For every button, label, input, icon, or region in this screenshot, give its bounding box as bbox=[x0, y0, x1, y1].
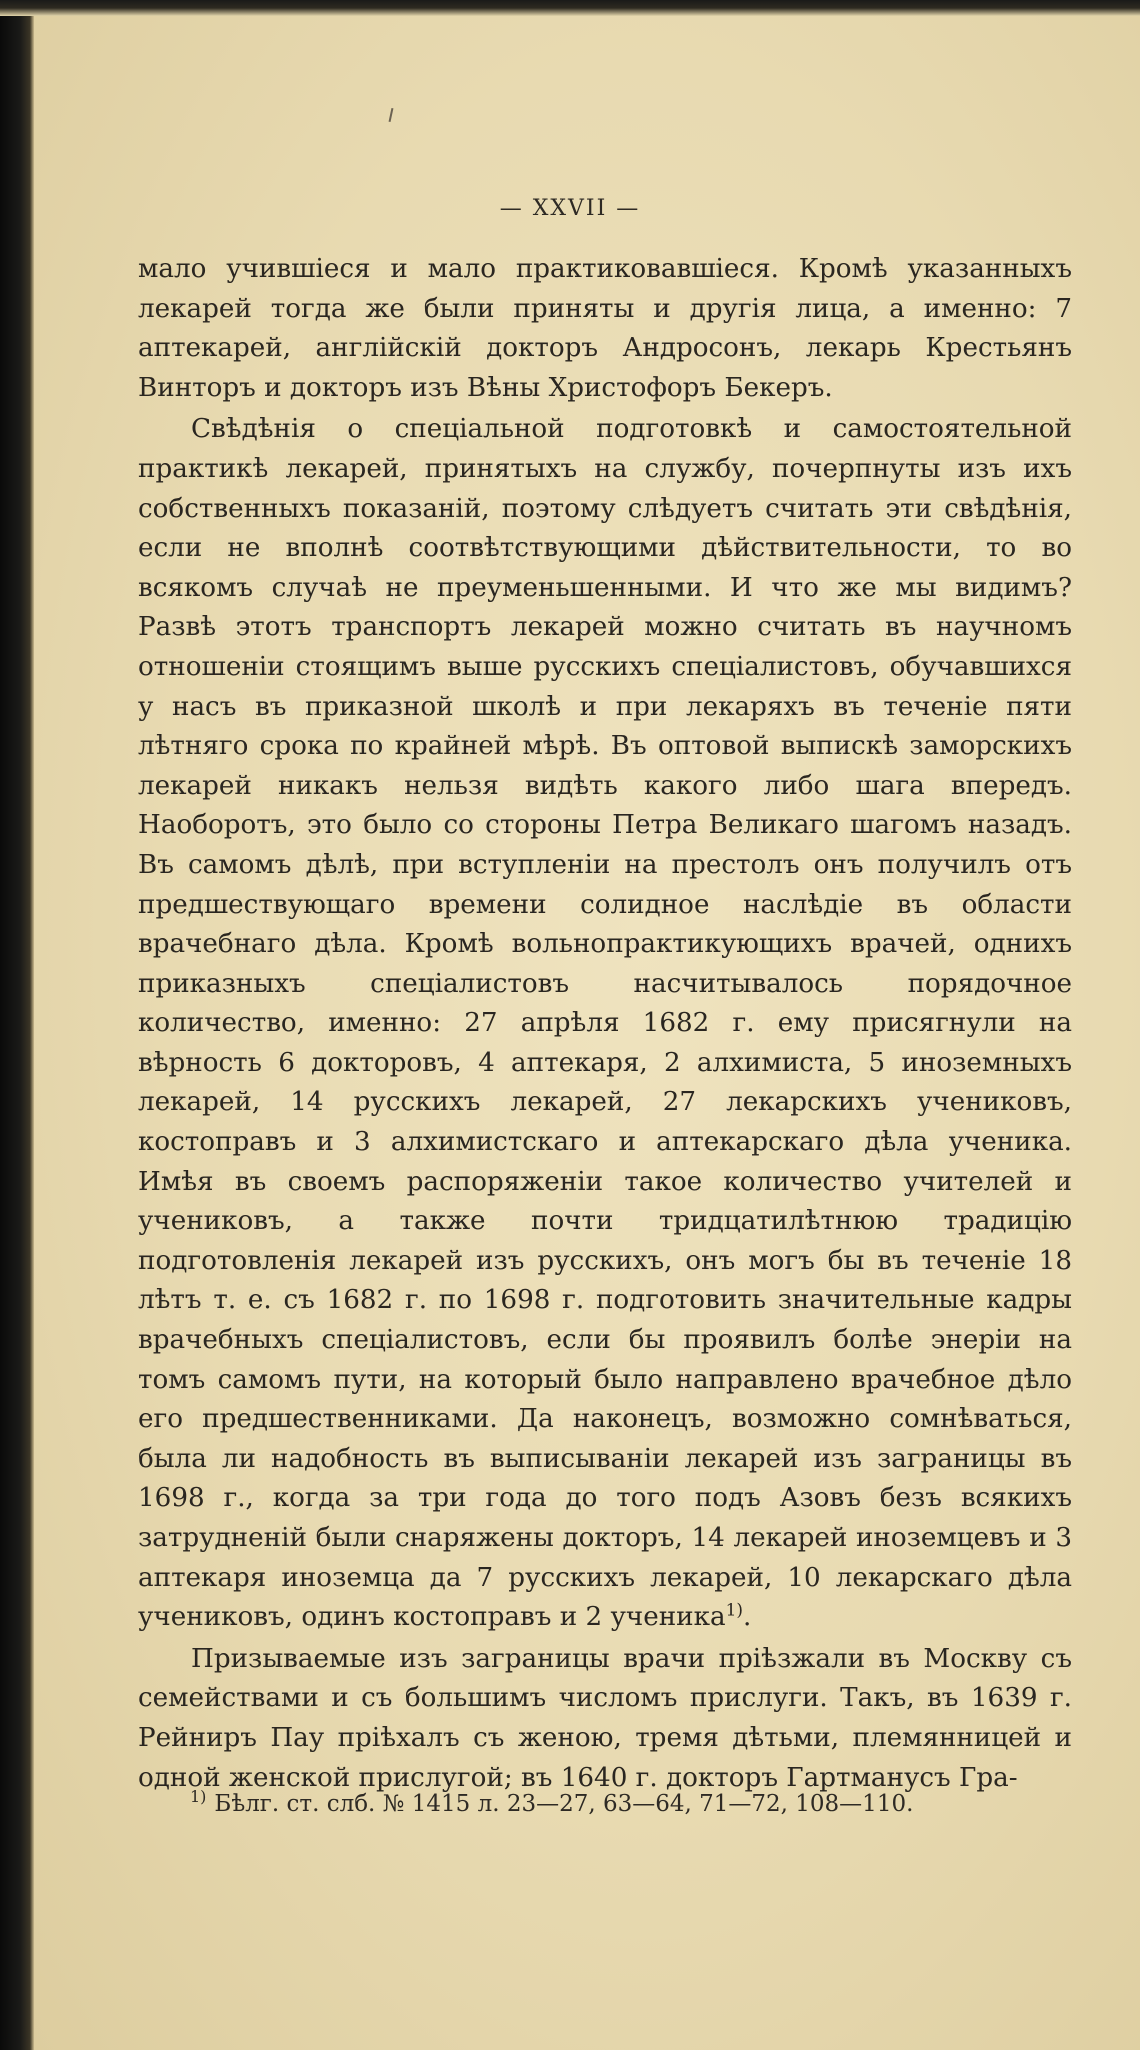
footnote-reference[interactable]: 1) bbox=[725, 1600, 744, 1621]
scan-left-edge bbox=[0, 0, 34, 2050]
footnote bbox=[190, 1788, 1060, 1820]
paragraph-2-text: Свѣдѣнія о спеціальной подготовкѣ и самостоятельной практикѣ лекарей, принятыхъ на службу, почерпнуты изъ ихъ собственныхъ показаній, поэтому слѣдуетъ считать эти свѣдѣнія, если не вполнѣ соотвѣтствующими дѣйствительности, то во всякомъ случаѣ не преуменьшенными. И что же мы видимъ? Развѣ этотъ транспортъ лекарей можно считать въ научномъ отношеніи стоящимъ выше русскихъ спеціалистовъ, обучавшихся у насъ въ приказной школѣ и при лекаряхъ въ теченіе пяти лѣтняго срока по крайней мѣрѣ. Въ оптовой выпискѣ заморскихъ лекарей никакъ нельзя видѣть какого либо шага впередъ. Наоборотъ, это было со стороны Петра Великаго шагомъ назадъ. Въ самомъ дѣлѣ, при вступленіи на престолъ онъ получилъ отъ предшествующаго времени солидное наслѣдіе въ области врачебнаго дѣла. Кромѣ вольнопрактикующихъ врачей, однихъ приказныхъ спеціалистовъ насчитывалось порядочное количество, именно: 27 апрѣля 1682 г. ему присягнули на вѣрность 6 докторовъ, 4 аптекаря, 2 алхимиста, 5 иноземныхъ лекарей, 14 русскихъ лекарей, 27 лекарскихъ учениковъ, костоправъ и 3 алхимистскаго и аптекарскаго дѣла ученика. Имѣя въ своемъ распоряженіи такое количество учителей и учениковъ, а также почти тридцатилѣтнюю традицію подготовленія лекарей изъ русскихъ, онъ могъ бы въ теченіе 18 лѣтъ т. е. съ 1682 г. по 1698 г. подготовить значительные кадры врачебныхъ спеціалистовъ, если бы проявилъ болѣе энеріи на томъ самомъ пути, на который было направлено врачебное дѣло его предшественниками. Да наконецъ, возможно сомнѣваться, была ли надобность въ выписываніи лекарей изъ заграницы въ 1698 г., когда за три года до того подъ Азовъ безъ всякихъ затрудненій были снаряжены докторъ, 14 лекарей иноземцевъ и 3 аптекаря иноземца да 7 русскихъ лекарей, 10 лекарскаго дѣла учениковъ, одинъ костоправъ и 2 ученика bbox=[138, 414, 1072, 1633]
paragraph-1: мало учившіеся и мало практиковавшіеся. Кромѣ указанныхъ лекарей тогда же были приняты и другія лица, а именно: 7 аптекарей, англійскій докторъ Андросонъ, лекарь Крестьянъ Винторъ и докторъ изъ Вѣны Христофоръ Бекеръ. bbox=[138, 254, 1072, 403]
footnote-mark: 1) bbox=[190, 1787, 207, 1807]
footnote-text: Бѣлг. ст. слб. № 1415 л. 23—27, 63—64, 71—72, 108—110. bbox=[214, 1791, 914, 1817]
scan-top-edge bbox=[0, 0, 1140, 16]
paragraph-2-end: . bbox=[743, 1602, 752, 1633]
paragraph-2 bbox=[138, 410, 1072, 1637]
body-text bbox=[138, 250, 1072, 1798]
page-number: — XXVII — bbox=[499, 196, 641, 221]
paragraph-3: Призываемые изъ заграницы врачи пріѣзжали въ Москву съ семействами и съ большимъ числомъ прислуги. Такъ, въ 1639 г. Рейниръ Пау пріѣхалъ съ женою, тремя дѣтьми, племянницей и одной женской прислугой; въ 1640 г. докторъ Гартманусъ Гра- bbox=[138, 1643, 1072, 1793]
